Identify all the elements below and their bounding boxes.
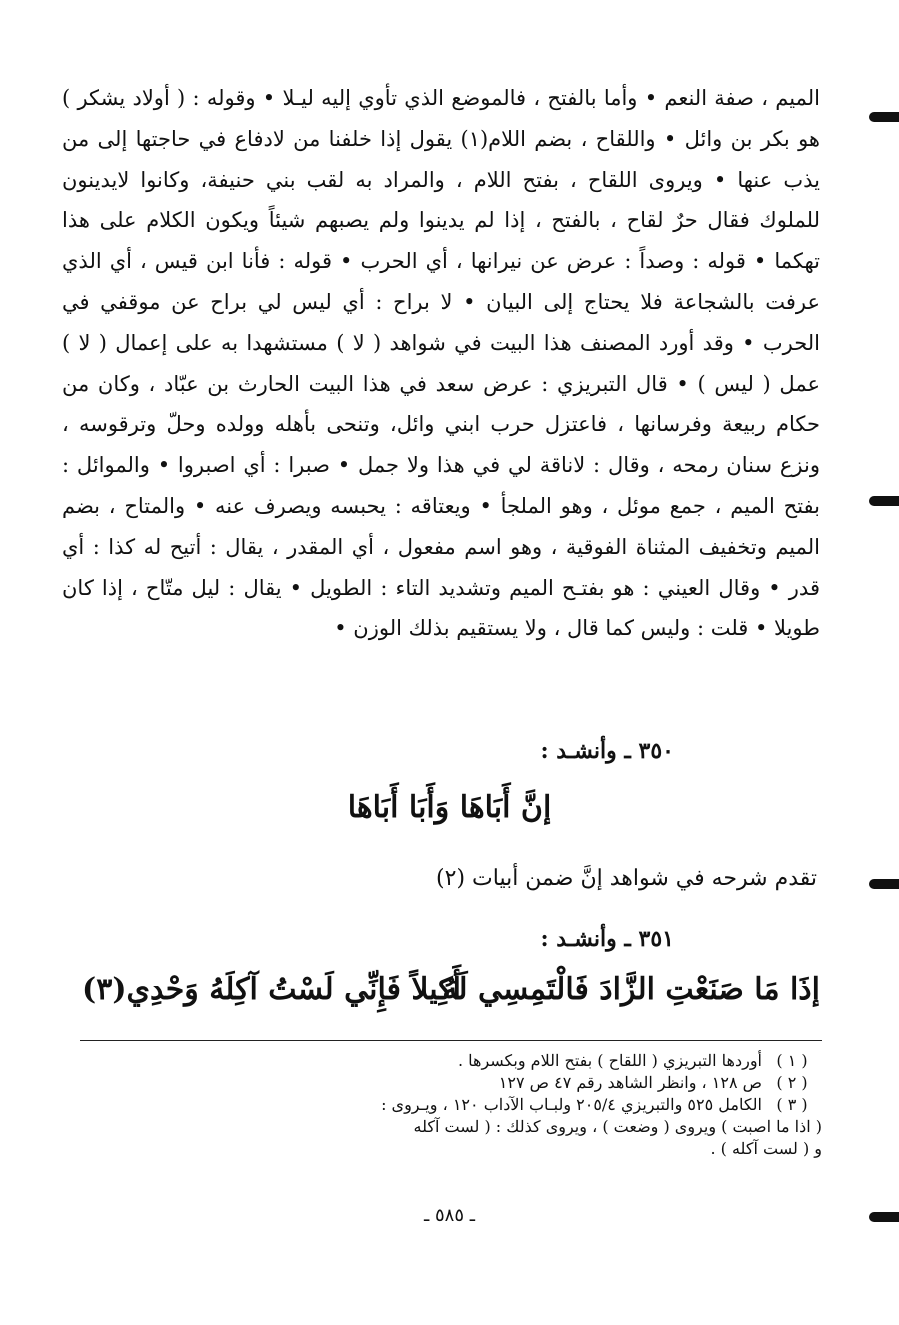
footnotes xyxy=(80,1050,822,1160)
verse-351 xyxy=(82,972,820,1022)
commentary-paragraph: الميم ، صفة النعم • وأما بالفتح ، فالموضع الذي تأوي إليه ليـلا • وقوله : ( أولاد يشكر ) هو بكر بن وائل • واللقاح ، بضم اللام(١) يقول إذا خلفنا من لادفاع في حاجتها إلى من يذب عنها • ويروى اللقاح ، بفتح اللام ، والمراد به لقب بني حنيفة، وكانوا لايدينون للملوك فقال حرٌ لقاح ، بالفتح ، إذا لم يدينوا ولم يصبهم شيئاً ويكون الكلام على هذا تهكما • قوله : وصداً : عرض عن نيرانها ، أي الحرب • قوله : فأنا ابن قيس ، أي الذي عرفت بالشجاعة فلا يحتاج إلى البيان • لا براح : أي ليس لي براح عن موقفي في الحرب • وقد أورد المصنف هذا البيت في شواهد ( لا ) مستشهدا به على إعمال ( لا ) عمل ( ليس ) • قال التبريزي : عرض سعد في هذا البيت الحارث بن عبّاد ، وكان من حكام ربيعة وفرسانها ، فاعتزل حرب ابني وائل، وتنحى بأهله وولده وحلّ وترقوسه ، ونزع سنان رمحه ، وقال : لاناقة لي في هذا ولا جمل • صبرا : أي اصبروا • والموائل : بفتح الميم ، جمع موئل ، وهو الملجأ • ويعتاقه : يحبسه ويصرف عنه • والمتاح ، بضم الميم وتخفيف المثناة الفوقية ، وهو اسم مفعول ، أي المقدر ، يقال : أتيح له كذا : أي قدر • وقال العيني : هو بفتـح الميم وتشديد التاء : الطويل • يقال : ليل متّاح ، إذا كان طويلا • قلت : وليس كما قال ، ولا يستقيم بذلك الوزن • xyxy=(62,86,821,641)
verse-heading-350: ٣٥٠ ـ وأنشـد : xyxy=(540,738,674,764)
scan-edge-mark xyxy=(869,1212,899,1222)
verse-heading-351: ٣٥١ ـ وأنشـد : xyxy=(540,926,674,952)
footnote-number: ( ٣ ) xyxy=(776,1095,808,1114)
scan-edge-mark xyxy=(869,112,899,122)
footnote-number: ( ١ ) xyxy=(776,1051,808,1070)
commentary-text xyxy=(62,78,820,649)
verse-350-note: تقدم شرحه في شواهد إنَّ ضمن أبيات (٢) xyxy=(436,866,817,891)
verse-351-second-hemistich: أَكِيلاً فَإِنِّي لَسْتُ آكِلَهُ وَحْدِي(٣) xyxy=(82,972,461,1007)
footnote-continuation: و ( لست آكله ) . xyxy=(710,1139,822,1158)
scan-edge-mark xyxy=(869,496,899,506)
footnote xyxy=(80,1094,822,1116)
footnote-number: ( ٢ ) xyxy=(776,1073,808,1092)
footnote-text: ص ١٢٨ ، وانظر الشاهد رقم ٤٧ ص ١٢٧ xyxy=(498,1073,762,1092)
scan-edge-mark xyxy=(869,879,899,889)
footnote-text: الكامل ٥٢٥ والتبريزي ٢٠٥/٤ ولبـاب الآداب ١٢٠ ، ويـروى : xyxy=(381,1095,762,1114)
footnote xyxy=(80,1050,822,1072)
footnote-text: أوردها التبريزي ( اللقاح ) بفتح اللام وبكسرها . xyxy=(457,1051,762,1070)
footnote-divider xyxy=(80,1040,822,1041)
verse-351-first-hemistich: إذَا مَا صَنَعْتِ الزَّادَ فَالْتَمِسِي لَهُ xyxy=(442,972,820,1007)
footnote xyxy=(80,1072,822,1094)
verse-350: إنَّ أَبَاهَا وَأَبَا أَبَاهَا xyxy=(347,790,552,825)
footnote-continuation: ( اذا ما اصبت ) ويروى ( وضعت ) ، ويروى كذلك : ( لست آكله xyxy=(413,1117,822,1136)
page-number: ـ ٥٨٥ ـ xyxy=(423,1205,475,1226)
